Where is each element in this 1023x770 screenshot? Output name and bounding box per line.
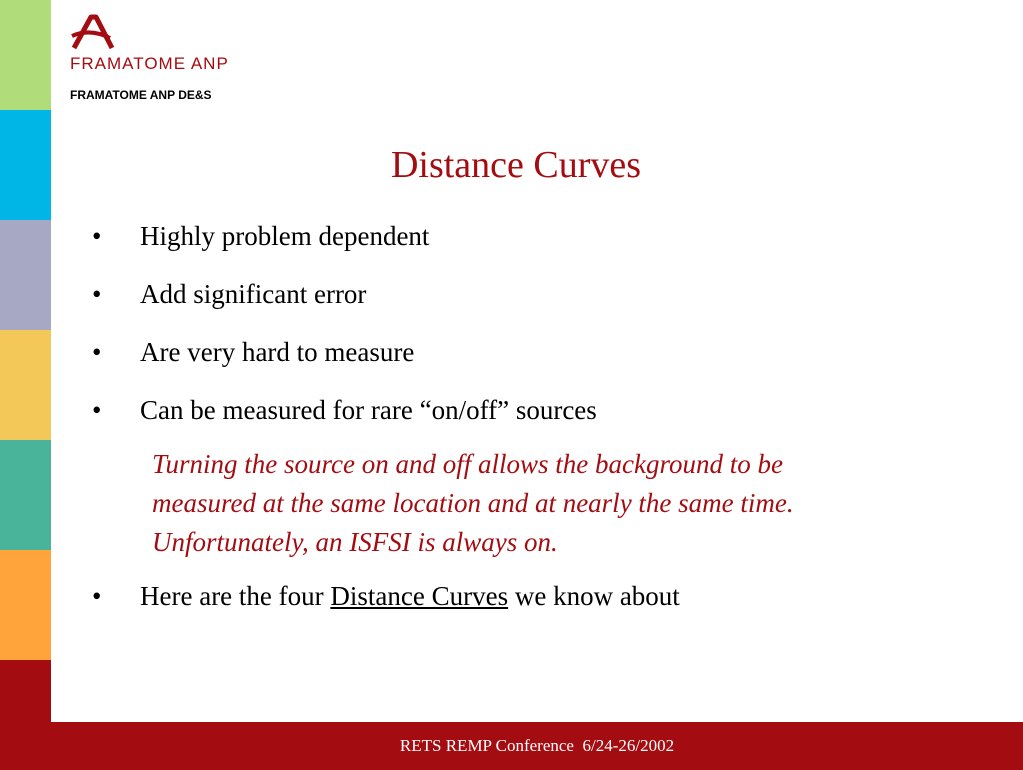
color-stripe-teal	[0, 440, 51, 550]
footer-text: RETS REMP Conference 6/24-26/2002	[399, 736, 675, 755]
bullet-text: Add significant error	[140, 279, 367, 309]
bullet-marker: •	[92, 581, 102, 611]
footer-bar	[51, 722, 1023, 770]
color-stripe-yellow	[0, 330, 51, 440]
note-line: Turning the source on and off allows the background to be	[152, 449, 783, 479]
framatome-logo-icon	[70, 14, 116, 50]
bullet-marker: •	[92, 395, 102, 425]
color-stripe-red	[0, 660, 51, 770]
bullet-text	[140, 581, 680, 612]
distance-curves-link[interactable]: Distance Curves	[330, 581, 509, 611]
slide-title: Distance Curves	[390, 144, 642, 186]
italic-note	[152, 445, 952, 562]
note-line: measured at the same location and at nearly the same time.	[152, 488, 794, 518]
note-line: Unfortunately, an ISFSI is always on.	[152, 527, 558, 557]
bullet-marker: •	[92, 221, 102, 251]
brand-division: FRAMATOME ANP DE&S	[70, 88, 212, 102]
bullet-suffix: we know about	[508, 581, 680, 611]
bullet-text: Are very hard to measure	[140, 337, 415, 367]
brand-name: FRAMATOME ANP	[70, 54, 229, 73]
color-stripe-gray	[0, 220, 51, 330]
color-stripe-orange	[0, 550, 51, 660]
bullet-text: Highly problem dependent	[140, 221, 430, 251]
bullet-prefix: Here are the four	[140, 581, 331, 611]
bullet-marker: •	[92, 337, 102, 367]
bullet-marker: •	[92, 279, 102, 309]
color-stripe-blue	[0, 110, 51, 220]
color-stripe-green	[0, 0, 51, 110]
bullet-text: Can be measured for rare “on/off” sources	[140, 395, 597, 425]
